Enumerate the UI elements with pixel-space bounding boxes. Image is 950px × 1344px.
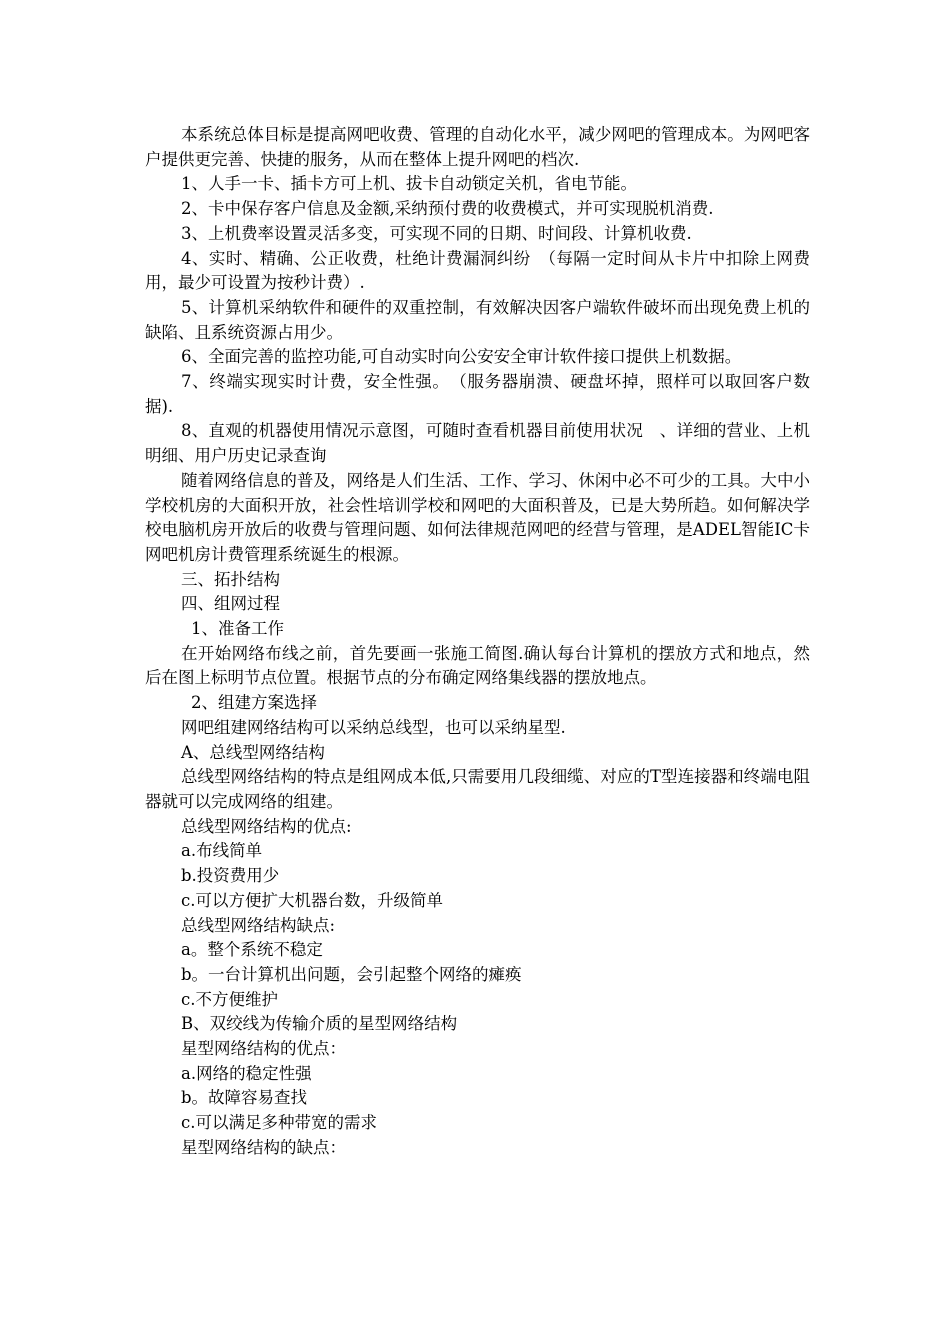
heading-plan-selection: 2、组建方案选择 xyxy=(191,693,317,713)
paragraph-preparation: 在开始网络布线之前，首先要画一张施工简图.确认每台计算机的摆放方式和地点，然后在图上标明节点位置。根据节点的分布确定网络集线器的摆放地点。 xyxy=(145,643,810,688)
heading-bus-advantages: 总线型网络结构的优点: xyxy=(181,816,352,836)
paragraph-plan-selection: 网吧组建网络结构可以采纳总线型，也可以采纳星型. xyxy=(181,717,566,737)
paragraph-bus-features: 总线型网络结构的特点是组网成本低,只需要用几段细缆、对应的T型连接器和终端电阻器就可以完成网络的组建。 xyxy=(145,767,810,811)
heading-star-disadvantages: 星型网络结构的缺点： xyxy=(181,1137,346,1157)
heading-bus-disadvantages: 总线型网络结构缺点: xyxy=(181,915,336,935)
list-item-bus-advantage-b: b.投资费用少 xyxy=(181,866,280,886)
paragraph-feature-3: 3、上机费率设置灵活多变，可实现不同的日期、时间段、计算机收费. xyxy=(181,223,692,243)
paragraph-feature-5: 5、计算机采纳软件和硬件的双重控制，有效解决因客户端软件破坏而出现免费上机的缺陷、且系统资源占用少。 xyxy=(145,297,810,342)
list-item-bus-disadvantage-c: c.不方便维护 xyxy=(181,989,278,1009)
document-body xyxy=(145,123,810,1161)
list-item-bus-advantage-a: a.布线简单 xyxy=(181,841,263,861)
paragraph-background: 随着网络信息的普及，网络是人们生活、工作、学习、休闲中必不可少的工具。大中小学校机房的大面积开放，社会性培训学校和网吧的大面积普及，已是大势所趋。如何解决学校电脑机房开放后的收费与管理问题、如何法律规范网吧的经营与管理，是ADEL智能IC卡网吧机房计费管理系统诞生的根源。 xyxy=(145,470,810,564)
paragraph-feature-2: 2、卡中保存客户信息及金额,采纳预付费的收费模式，并可实现脱机消费. xyxy=(181,199,714,219)
heading-star-advantages: 星型网络结构的优点： xyxy=(181,1039,346,1059)
heading-bus-network: A、总线型网络结构 xyxy=(181,742,325,762)
paragraph-feature-6: 6、全面完善的监控功能,可自动实时向公安安全审计软件接口提供上机数据。 xyxy=(181,347,742,367)
paragraph-feature-7: 7、终端实现实时计费，安全性强。 （服务器崩溃、硬盘坏掉，照样可以取回客户数据). xyxy=(145,372,810,416)
list-item-bus-disadvantage-a: a。整个系统不稳定 xyxy=(181,940,323,960)
paragraph-system-goal: 本系统总体目标是提高网吧收费、管理的自动化水平，减少网吧的管理成本。为网吧客户提供更完善、快捷的服务，从而在整体上提升网吧的档次. xyxy=(145,125,810,169)
heading-networking-process: 四、组网过程 xyxy=(181,594,280,614)
list-item-bus-advantage-c: c.可以方便扩大机器台数，升级简单 xyxy=(181,890,443,910)
list-item-star-advantage-a: a.网络的稳定性强 xyxy=(181,1063,312,1083)
list-item-bus-disadvantage-b: b。一台计算机出问题，会引起整个网络的瘫痪 xyxy=(181,964,522,984)
heading-star-network: B、双绞线为传输介质的星型网络结构 xyxy=(181,1014,458,1034)
paragraph-feature-8: 8、直观的机器使用情况示意图，可随时查看机器目前使用状况 、详细的营业、上机明细、用户历史记录查询 xyxy=(145,421,810,466)
paragraph-feature-1: 1、人手一卡、插卡方可上机、拔卡自动锁定关机，省电节能。 xyxy=(181,174,637,194)
list-item-star-advantage-c: c.可以满足多种带宽的需求 xyxy=(181,1113,377,1133)
paragraph-feature-4: 4、实时、精确、公正收费，杜绝计费漏洞纠纷 （每隔一定时间从卡片中扣除上网费用，最少可设置为按秒计费）. xyxy=(145,248,810,293)
heading-topology: 三、拓扑结构 xyxy=(181,569,280,589)
list-item-star-advantage-b: b。故障容易查找 xyxy=(181,1088,308,1108)
heading-preparation: 1、准备工作 xyxy=(191,619,284,639)
